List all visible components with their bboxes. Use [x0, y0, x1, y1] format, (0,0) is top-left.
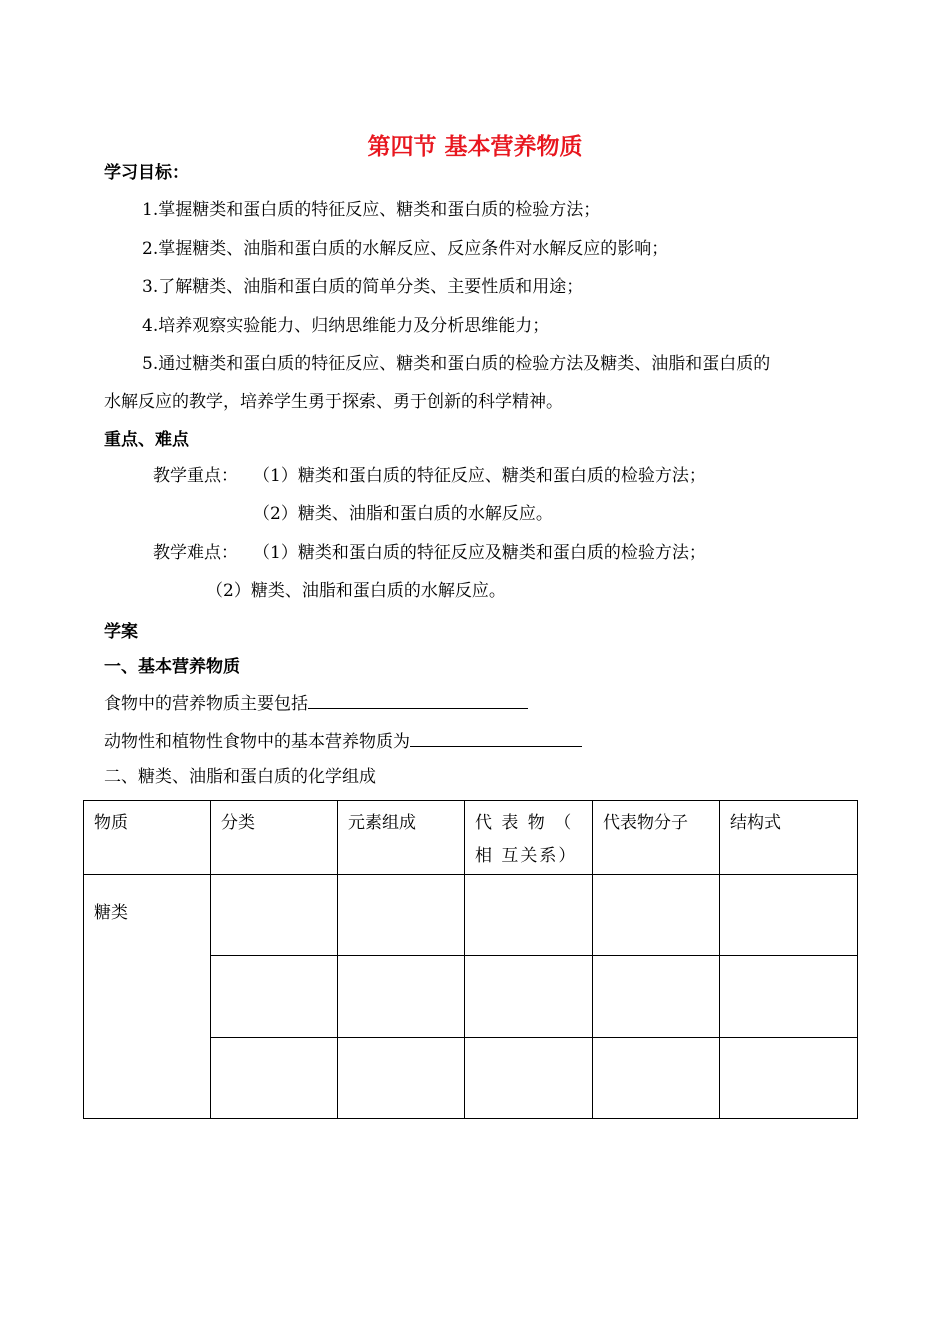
question-2 — [104, 728, 582, 754]
table-cell[interactable] — [593, 956, 720, 1038]
objective-item: 3.了解糖类、油脂和蛋白质的简单分类、主要性质和用途； — [142, 277, 584, 297]
question-1-text: 食物中的营养物质主要包括 — [104, 694, 308, 714]
section1-heading: 一、基本营养物质 — [104, 657, 240, 677]
table-cell[interactable] — [720, 875, 858, 956]
focus-item-2: （2）糖类、油脂和蛋白质的水解反应。 — [253, 504, 553, 524]
objective-item: 1.掌握糖类和蛋白质的特征反应、糖类和蛋白质的检验方法； — [142, 200, 601, 220]
table-cell[interactable] — [211, 956, 338, 1038]
header-molecular-formula: 代表物分子 — [593, 801, 720, 875]
header-classification: 分类 — [211, 801, 338, 875]
table-cell[interactable] — [465, 875, 593, 956]
objective-item-continued: 水解反应的教学，培养学生勇于探索、勇于创新的科学精神。 — [104, 392, 563, 412]
table-cell[interactable] — [720, 1038, 858, 1119]
study-plan-heading: 学案 — [104, 622, 138, 642]
row-label-sugars: 糖类 — [84, 875, 211, 1119]
table-cell[interactable] — [593, 1038, 720, 1119]
difficulty-item-1: （1）糖类和蛋白质的特征反应及糖类和蛋白质的检验方法； — [253, 543, 706, 563]
table-cell[interactable] — [338, 1038, 465, 1119]
question-2-text: 动物性和植物性食物中的基本营养物质为 — [104, 732, 410, 752]
header-elements: 元素组成 — [338, 801, 465, 875]
table-cell[interactable] — [465, 956, 593, 1038]
composition-table — [83, 800, 858, 1119]
table-cell[interactable] — [593, 875, 720, 956]
answer-blank-2[interactable] — [410, 728, 582, 747]
section2-heading: 二、糖类、油脂和蛋白质的化学组成 — [104, 767, 376, 787]
answer-blank-1[interactable] — [308, 690, 528, 709]
objectives-heading: 学习目标： — [104, 163, 189, 183]
objective-item: 4.培养观察实验能力、归纳思维能力及分析思维能力； — [142, 316, 550, 336]
header-substance: 物质 — [84, 801, 211, 875]
header-structural-formula: 结构式 — [720, 801, 858, 875]
key-points-heading: 重点、难点 — [104, 430, 189, 450]
table-cell[interactable] — [338, 875, 465, 956]
header-representative: 代 表 物 （ 相 互关系） — [465, 801, 593, 875]
table-cell[interactable] — [211, 1038, 338, 1119]
question-1 — [104, 690, 528, 716]
table-cell[interactable] — [211, 875, 338, 956]
table-cell[interactable] — [465, 1038, 593, 1119]
table-row — [84, 875, 858, 956]
focus-label: 教学重点： — [153, 466, 238, 486]
page-title: 第四节 基本营养物质 — [367, 134, 583, 160]
table-cell[interactable] — [338, 956, 465, 1038]
objective-item: 2.掌握糖类、油脂和蛋白质的水解反应、反应条件对水解反应的影响； — [142, 239, 669, 259]
table-cell[interactable] — [720, 956, 858, 1038]
difficulty-item-2: （2）糖类、油脂和蛋白质的水解反应。 — [206, 581, 506, 601]
objective-item: 5.通过糖类和蛋白质的特征反应、糖类和蛋白质的检验方法及糖类、油脂和蛋白质的 — [142, 354, 771, 374]
table-header-row — [84, 801, 858, 875]
focus-item-1: （1）糖类和蛋白质的特征反应、糖类和蛋白质的检验方法； — [253, 466, 706, 486]
difficulty-label: 教学难点： — [153, 543, 238, 563]
